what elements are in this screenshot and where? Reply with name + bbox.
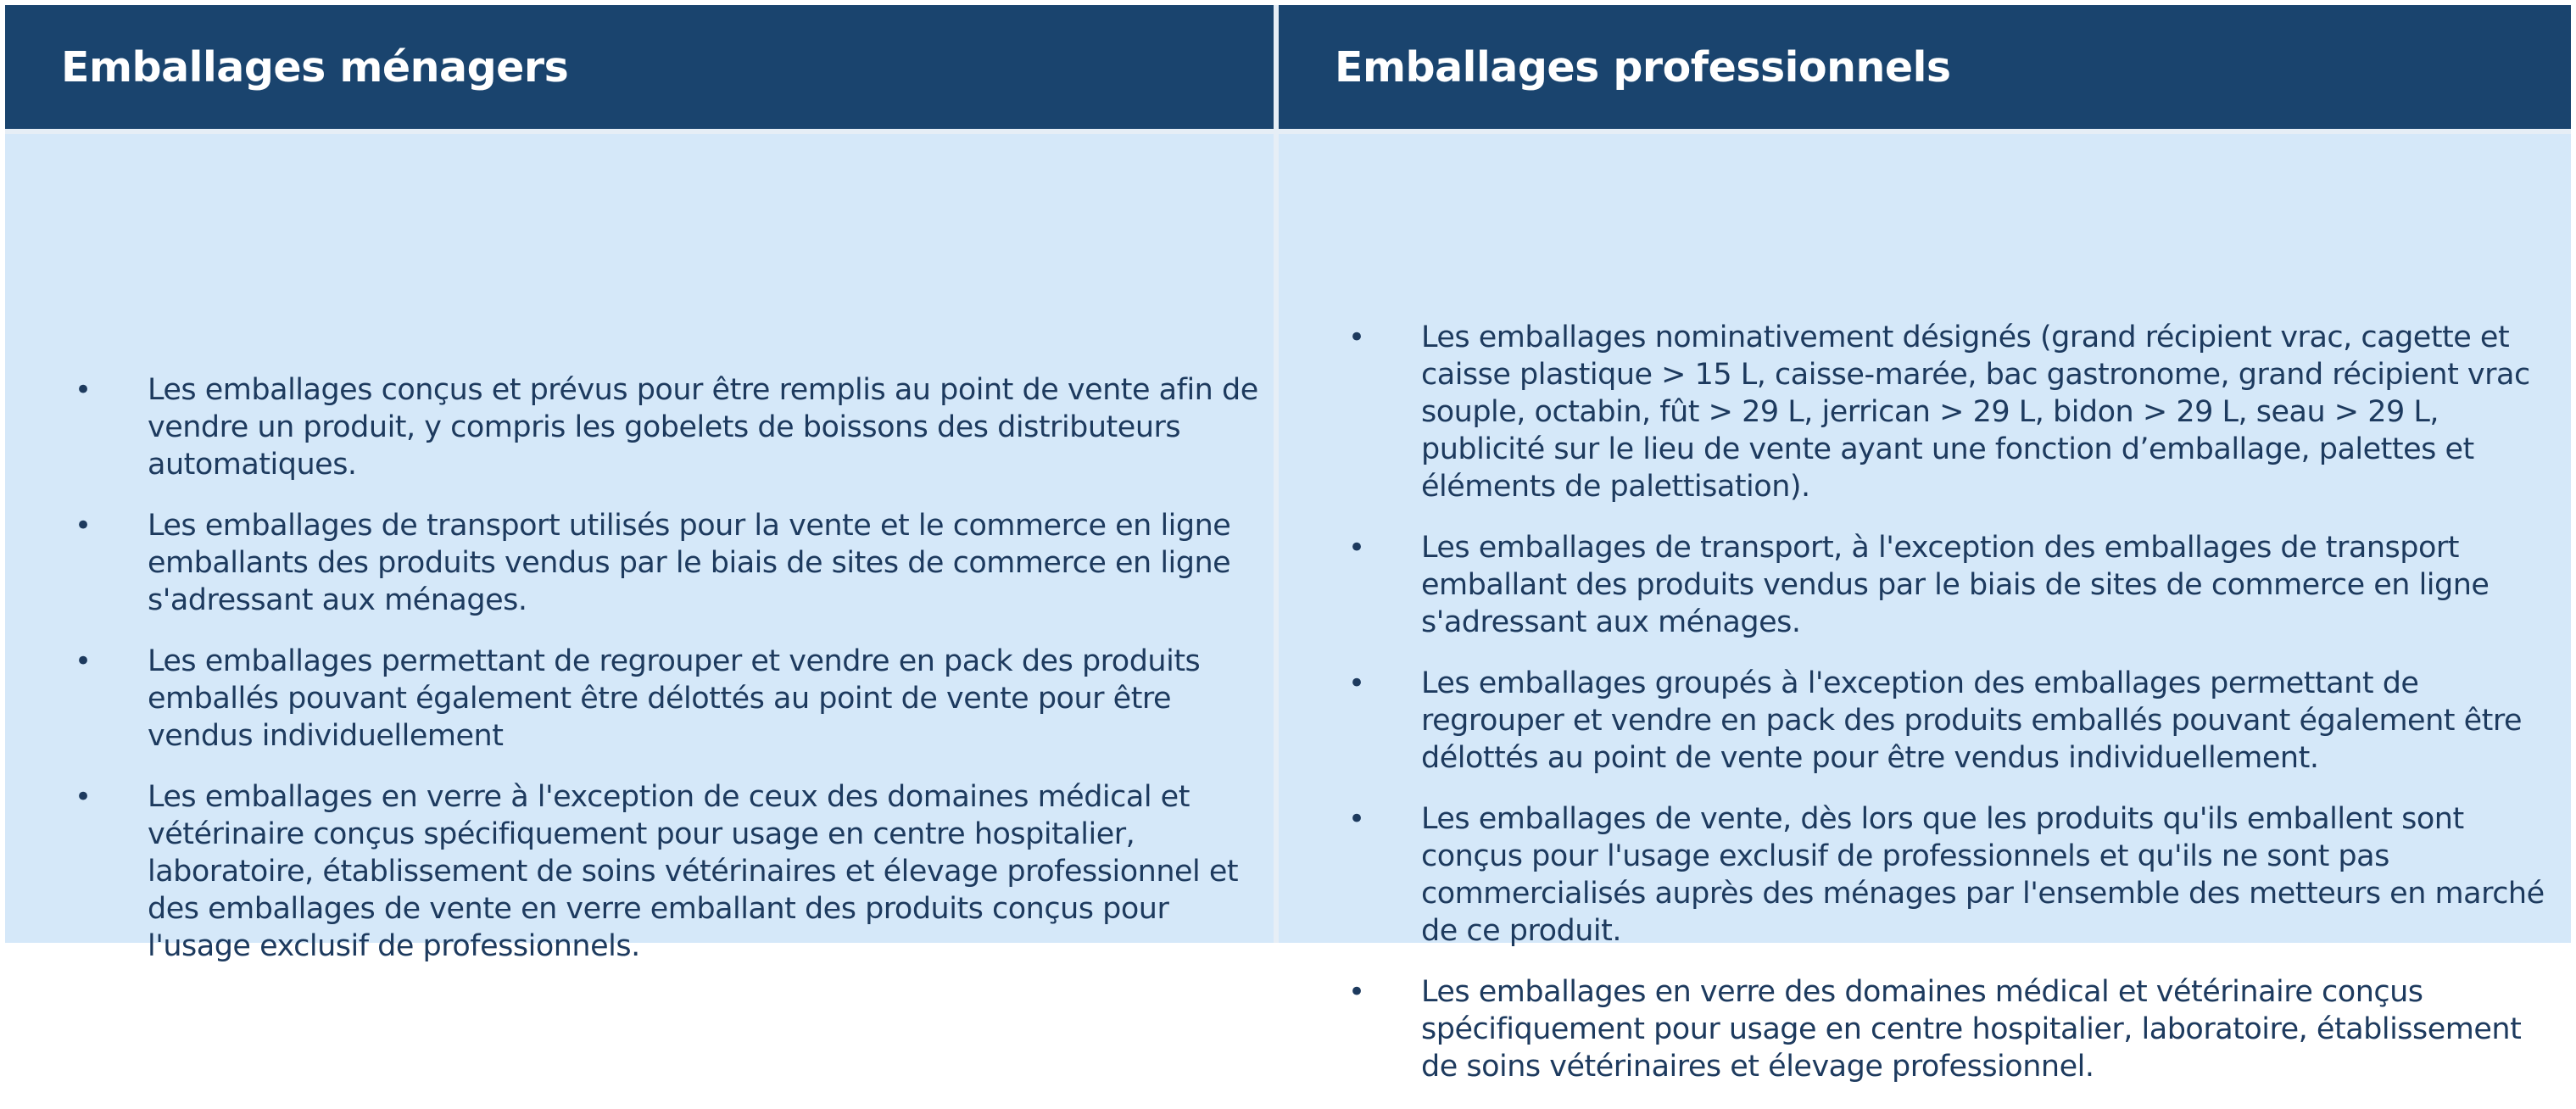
bullet-icon: • xyxy=(75,780,92,814)
list-item-text: Les emballages de vente, dès lors que les produits qu'ils emballent sont conçus pour l'usage exclusif de professionnels et qu'ils ne sont pas commercialisés auprès des ménages par l'ensemble des metteurs en marché de ce produit. xyxy=(1421,802,2545,948)
bullet-list-professionnels xyxy=(1348,319,2566,1109)
bullet-list-menagers xyxy=(75,371,1262,989)
bullet-icon: • xyxy=(75,644,92,678)
list-item xyxy=(1348,319,2566,505)
bullet-icon: • xyxy=(75,509,92,543)
list-item xyxy=(75,507,1262,619)
bullet-icon: • xyxy=(1348,975,1365,1009)
list-item-text: Les emballages conçus et prévus pour être remplis au point de vente afin de vendre un produit, y compris les gobelets de boissons des distributeurs automatiques. xyxy=(148,373,1258,482)
list-item xyxy=(75,371,1262,483)
column-header-menagers: Emballages ménagers xyxy=(5,5,1274,129)
list-item xyxy=(1348,800,2566,950)
list-item-text: Les emballages de transport utilisés pour la vente et le commerce en ligne emballants des produits vendus par le biais de sites de commerce en ligne s'adressant aux ménages. xyxy=(148,509,1231,617)
bullet-icon: • xyxy=(1348,666,1365,700)
list-item-text: Les emballages de transport, à l'exception des emballages de transport emballant des produits vendus par le biais de sites de commerce en ligne s'adressant aux ménages. xyxy=(1421,531,2490,639)
column-body-menagers xyxy=(5,134,1274,963)
list-item-text: Les emballages permettant de regrouper et vendre en pack des produits emballés pouvant également être délottés au point de vente pour être vendus individuellement xyxy=(148,644,1201,753)
list-item xyxy=(75,643,1262,755)
column-body-professionnels xyxy=(1279,134,2571,1084)
list-item xyxy=(75,778,1262,965)
bullet-icon: • xyxy=(1348,531,1365,565)
list-item xyxy=(1348,665,2566,777)
list-item-text: Les emballages en verre à l'exception de ceux des domaines médical et vétérinaire conçus spécifiquement pour usage en centre hospitalier, laboratoire, établissement de soins vétérinaires et élevage professionnel et des emballages de vente en verre emballant des produits conçus pour l'usage exclusif de professionnels. xyxy=(148,780,1239,963)
column-header-professionnels: Emballages professionnels xyxy=(1279,5,2571,129)
bullet-icon: • xyxy=(75,373,92,407)
list-item-text: Les emballages nominativement désignés (grand récipient vrac, cagette et caisse plastique > 15 L, caisse-marée, bac gastronome, grand récipient vrac souple, octabin, fût > 29 L, jerrican > 29 L, bidon > 29 L, seau > 29 L, publicité sur le lieu de vente ayant une fonction d’emballage, palettes et éléments de palettisation). xyxy=(1421,320,2530,504)
bullet-icon: • xyxy=(1348,802,1365,836)
comparison-table xyxy=(5,5,2571,1084)
list-item-text: Les emballages groupés à l'exception des emballages permettant de regrouper et vendre en pack des produits emballés pouvant également être délottés au point de vente pour être vendus individuellement. xyxy=(1421,666,2523,775)
list-item xyxy=(1348,973,2566,1085)
list-item xyxy=(1348,529,2566,641)
list-item-text: Les emballages en verre des domaines médical et vétérinaire conçus spécifiquement pour usage en centre hospitalier, laboratoire, établissement de soins vétérinaires et élevage professionnel. xyxy=(1421,975,2522,1084)
bullet-icon: • xyxy=(1348,320,1365,354)
